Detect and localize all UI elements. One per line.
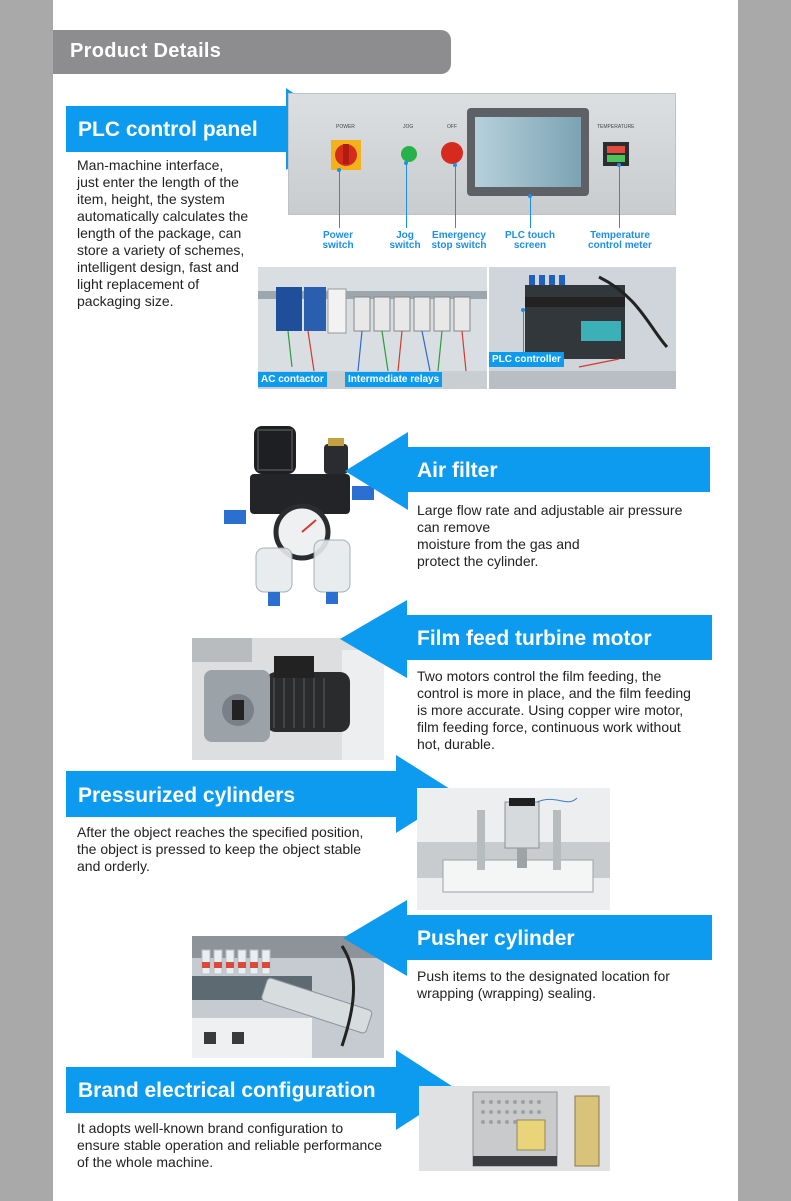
callout-line xyxy=(339,170,340,228)
callout-line xyxy=(523,310,524,352)
film-motor-arrow-icon xyxy=(340,600,407,678)
plc-controller-image xyxy=(489,267,676,389)
callout-dot xyxy=(404,161,408,165)
film-motor-description: Two motors control the film feeding, the control is more in place, and the film feeding is more accurate. Using copper wire motor, film feeding force, continuous work without hot, durable. xyxy=(417,668,691,752)
callout-emergency-stop: Emergency stop switch xyxy=(431,230,487,251)
air-filter-arrow-icon xyxy=(345,432,408,510)
pusher-description: Push items to the designated location for wrapping (wrapping) sealing. xyxy=(417,968,670,1001)
pressurized-banner xyxy=(66,771,396,817)
relay-cabinet-drawing xyxy=(258,267,487,389)
callout-dot xyxy=(521,308,525,312)
callout-line xyxy=(455,165,456,228)
panel-label-temperature: TEMPERATURE xyxy=(597,124,635,130)
tag-ac-contactor: AC contactor xyxy=(258,372,327,387)
plc-banner xyxy=(66,106,286,152)
tag-plc-controller: PLC controller xyxy=(489,352,564,367)
air-filter-banner xyxy=(408,447,710,492)
tag-intermediate-relays: Intermediate relays xyxy=(345,372,442,387)
pressurized-title: Pressurized cylinders xyxy=(78,784,296,807)
plc-title: PLC control panel xyxy=(78,118,258,141)
air-filter-description: Large flow rate and adjustable air pressure can remove moisture from the gas and protect the cylinder. xyxy=(417,502,683,569)
callout-dot xyxy=(528,194,532,198)
power-supply-drawing xyxy=(419,1086,610,1171)
film-motor-title: Film feed turbine motor xyxy=(417,627,652,650)
brand-description: It adopts well-known brand configuration to ensure stable operation and reliable performance of the whole machine. xyxy=(77,1120,383,1170)
callout-line xyxy=(619,165,620,228)
control-panel-drawing xyxy=(289,94,676,215)
plc-description: Man-machine interface, just enter the length of the item, height, the system automatically calculates the length of the package, can store a variety of schemes, intelligent design, fast and light replacement of packaging size. xyxy=(77,157,249,309)
pressurized-cylinder-drawing xyxy=(417,788,610,910)
callout-dot xyxy=(453,163,457,167)
power-supply-image xyxy=(419,1086,610,1171)
pressurized-cylinder-image xyxy=(417,788,610,910)
pressurized-description: After the object reaches the specified position, the object is pressed to keep the object stable and orderly. xyxy=(77,824,364,874)
plc-controller-drawing xyxy=(489,267,676,389)
control-panel-image xyxy=(288,93,676,215)
callout-jog-switch: Jog switch xyxy=(389,230,421,251)
product-details-header xyxy=(53,30,451,74)
brand-title: Brand electrical configuration xyxy=(78,1079,376,1102)
callout-dot xyxy=(337,168,341,172)
callout-plc-touch-screen: PLC touch screen xyxy=(505,230,555,251)
pusher-title: Pusher cylinder xyxy=(417,927,575,950)
pusher-banner xyxy=(407,915,712,960)
callout-power-switch: Power switch xyxy=(322,230,354,251)
pusher-arrow-icon xyxy=(343,900,407,976)
callout-line xyxy=(406,163,407,228)
callout-line xyxy=(530,196,531,228)
callout-dot xyxy=(617,163,621,167)
brand-banner xyxy=(66,1067,396,1113)
relay-cabinet-image xyxy=(258,267,487,389)
air-filter-title: Air filter xyxy=(417,459,498,482)
callout-temperature-meter: Temperature control meter xyxy=(588,230,652,251)
panel-label-off: OFF xyxy=(447,124,457,130)
page-title: Product Details xyxy=(70,40,222,62)
panel-label-jog: JOG xyxy=(403,124,414,130)
panel-label-power: POWER xyxy=(336,124,355,130)
film-motor-banner xyxy=(407,615,712,660)
